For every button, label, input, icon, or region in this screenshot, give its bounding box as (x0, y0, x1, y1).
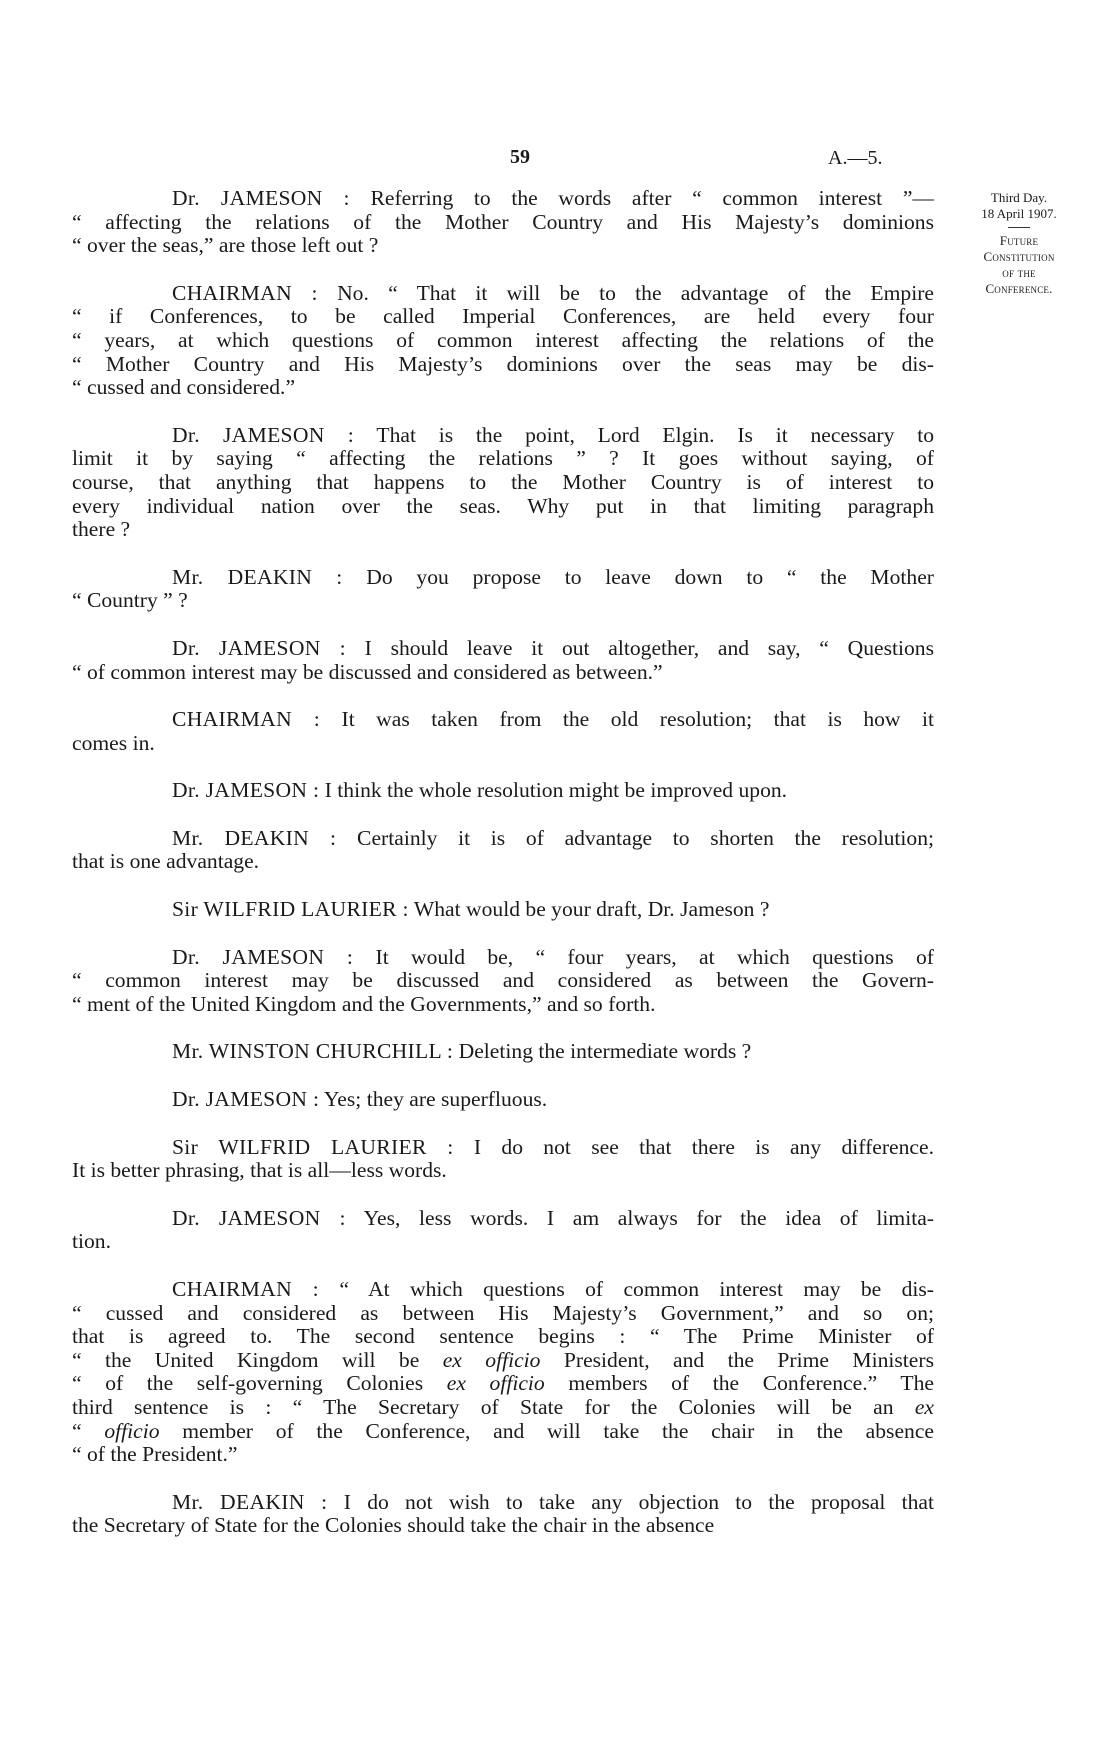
speech-text: It was taken from the old resolution; that is how it (320, 707, 934, 732)
speech-line: “ years, at which questions of common interest affecting the relations of the (72, 327, 934, 352)
speaker-name: Mr. WINSTON CHURCHILL : (172, 1039, 454, 1064)
speech-line: “ of common interest may be discussed and considered as between.” (72, 659, 663, 684)
speech-line: “ over the seas,” are those left out ? (72, 233, 379, 258)
margin-note-subject-line1: Future (999, 233, 1039, 248)
speech-text: I think the whole resolution might be improved upon. (319, 778, 788, 803)
speech-paragraph (72, 422, 934, 542)
speech-paragraph (72, 1134, 934, 1183)
speech-first-line (122, 1491, 934, 1515)
document-reference: A.—5. (828, 147, 883, 169)
speech-line: “ affecting the relations of the Mother Country and His Majesty’s dominions (72, 209, 934, 234)
speech-text: Yes; they are superfluous. (319, 1087, 548, 1112)
speech-first-line (122, 1207, 934, 1231)
margin-note-subject-line3: of the (1002, 265, 1036, 280)
speech-first-line (122, 779, 934, 803)
speech-text: Do you propose to leave down to “ the Mother (342, 564, 934, 589)
speaker-name: Dr. JAMESON : (172, 186, 350, 210)
speech-paragraph (72, 564, 934, 613)
speech-line: third sentence is : “ The Secretary of State for the Colonies will be an ex (72, 1394, 934, 1419)
speech-line: It is better phrasing, that is all—less words. (72, 1158, 447, 1183)
speech-paragraph (72, 1205, 934, 1254)
speaker-name: Dr. JAMESON : (172, 778, 320, 803)
speaker-name: Mr. DEAKIN : (172, 825, 337, 850)
speech-first-line (122, 1088, 934, 1112)
speech-first-line (122, 637, 934, 661)
margin-note-subject-line2: Constitution (983, 249, 1055, 264)
speech-paragraph (72, 635, 934, 684)
speech-first-line (122, 708, 934, 732)
speech-line: the Secretary of State for the Colonies should take the chair in the absence (72, 1513, 715, 1538)
speech-paragraph (122, 779, 934, 803)
speech-text: No. “ That it will be to the advantage of the Empire (317, 280, 934, 305)
speech-line: comes in. (72, 730, 155, 755)
speech-line: “ of the President.” (72, 1442, 238, 1467)
speech-first-line (122, 282, 934, 306)
speaker-name: CHAIRMAN : (172, 1277, 319, 1301)
speaker-name: Dr. JAMESON : (172, 635, 346, 660)
speech-first-line (122, 827, 934, 851)
speaker-name: Mr. DEAKIN : (172, 1489, 328, 1514)
speech-first-line (122, 566, 934, 590)
speech-first-line (122, 1136, 934, 1160)
speech-first-line (122, 424, 934, 448)
speech-line: limit it by saying “ affecting the relations ” ? It goes without saying, of (72, 446, 934, 471)
speech-line: “ of the self-governing Colonies ex officio members of the Conference.” The (72, 1371, 934, 1396)
speech-text: Certainly it is of advantage to shorten the resolution; (336, 825, 934, 850)
margin-note-date: 18 April 1907. (981, 206, 1057, 221)
speech-paragraph (122, 1088, 934, 1112)
speech-line: “ cussed and considered as between His Majesty’s Government,” and so on; (72, 1300, 934, 1325)
speech-line: course, that anything that happens to the Mother Country is of interest to (72, 469, 934, 494)
speech-first-line (122, 1278, 934, 1302)
speech-paragraph (72, 944, 934, 1017)
speech-first-line (122, 946, 934, 970)
speech-paragraph (72, 707, 934, 755)
margin-note (944, 190, 1094, 297)
speech-text: I do not wish to take any objection to the proposal that (327, 1489, 934, 1514)
speech-paragraph (72, 186, 934, 258)
speaker-name: Dr. JAMESON : (172, 944, 354, 969)
speech-text: Referring to the words after “ common interest ”— (349, 186, 934, 210)
speech-first-line (122, 898, 934, 922)
speech-text: Deleting the intermediate words ? (453, 1039, 752, 1064)
speech-text: Yes, less words. I am always for the idea of limita- (345, 1205, 934, 1230)
speech-paragraph (122, 898, 934, 922)
speech-paragraph (72, 825, 934, 874)
speech-line: tion. (72, 1229, 111, 1254)
speaker-name: Dr. JAMESON : (172, 1205, 346, 1230)
speech-text: I should leave it out altogether, and say, “ Questions (345, 635, 934, 660)
speech-line: “ ment of the United Kingdom and the Governments,” and so forth. (72, 991, 656, 1016)
speaker-name: Dr. JAMESON : (172, 1087, 320, 1112)
speech-line: “ Mother Country and His Majesty’s dominions over the seas may be dis- (72, 351, 934, 376)
margin-note-rule (1008, 227, 1030, 228)
speech-text: “ At which questions of common interest may be dis- (318, 1277, 934, 1301)
speaker-name: Sir WILFRID LAURIER : (172, 1134, 454, 1159)
margin-note-day: Third Day. (990, 190, 1048, 205)
speech-paragraph (72, 280, 934, 400)
speech-line: “ the United Kingdom will be ex officio President, and the Prime Ministers (72, 1347, 934, 1372)
speech-paragraph (72, 1489, 934, 1538)
speaker-name: Sir WILFRID LAURIER : (172, 897, 409, 922)
speaker-name: Mr. DEAKIN : (172, 564, 343, 589)
speech-first-line (122, 187, 934, 211)
speech-line: “ Country ” ? (72, 588, 188, 613)
speech-line: there ? (72, 517, 131, 542)
speech-line: “ cussed and considered.” (72, 375, 296, 400)
page-number: 59 (510, 146, 530, 168)
speech-line: “ if Conferences, to be called Imperial Conferences, are held every four (72, 304, 934, 329)
speech-line: “ officio member of the Conference, and will take the chair in the absence (72, 1418, 935, 1443)
speech-line: that is one advantage. (72, 849, 260, 874)
margin-note-subject-line4: Conference. (985, 281, 1053, 296)
speech-paragraph (72, 1277, 935, 1467)
speech-text: I do not see that there is any difference. (453, 1134, 934, 1159)
speech-first-line (122, 1040, 934, 1064)
speech-text: What would be your draft, Dr. Jameson ? (408, 897, 770, 922)
speech-line: that is agreed to. The second sentence begins : “ The Prime Minister of (72, 1324, 934, 1349)
speaker-name: CHAIRMAN : (172, 707, 321, 732)
speech-line: “ common interest may be discussed and considered as between the Govern- (72, 968, 934, 993)
speech-text: That is the point, Lord Elgin. Is it necessary to (354, 422, 934, 447)
speech-text: It would be, “ four years, at which questions of (353, 944, 934, 969)
speaker-name: CHAIRMAN : (172, 280, 318, 305)
transcript-body (72, 186, 935, 1562)
speech-line: every individual nation over the seas. Why put in that limiting paragraph (72, 493, 934, 518)
speech-paragraph (122, 1040, 934, 1064)
speaker-name: Dr. JAMESON : (172, 422, 355, 447)
